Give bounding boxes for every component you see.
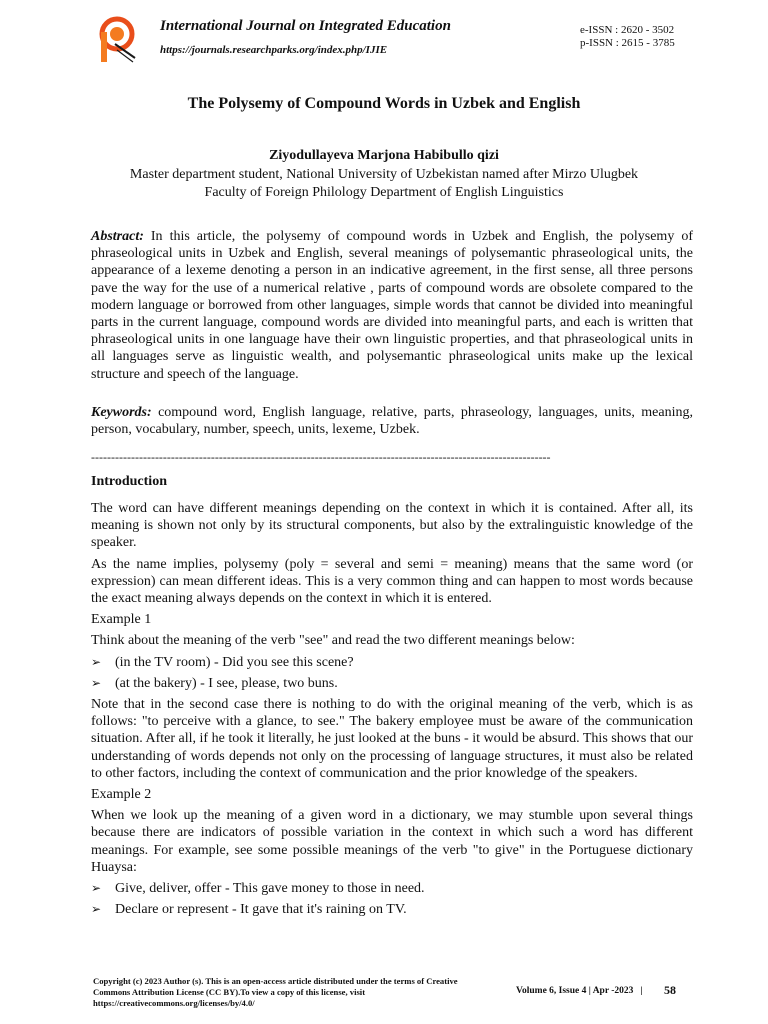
- abstract-label: Abstract:: [91, 229, 144, 244]
- author-department: Faculty of Foreign Philology Department of English Linguistics: [204, 185, 564, 200]
- section-heading-introduction: Introduction: [91, 474, 167, 489]
- footer-volume: [516, 986, 643, 996]
- journal-title: International Journal on Integrated Education: [160, 18, 451, 34]
- paragraph: As the name implies, polysemy (poly = several and semi = meaning) means that the same word (or expression) can mean different ideas. This is a very common thing and can happen to most words because the exact meaning always depends on the context in which it is entered.: [91, 556, 693, 607]
- footer-separator: |: [640, 986, 643, 996]
- pissn: p-ISSN : 2615 - 3785: [580, 37, 675, 49]
- paragraph: When we look up the meaning of a given word in a dictionary, we may stumble upon several things because there are indicators of possible variation in the context in which such a word has different meanings. For example, see some possible meanings of the verb "to give" in the Portuguese dictionary Huaysa:: [91, 808, 693, 875]
- keywords-text: compound word, English language, relative, parts, phraseology, languages, units, meaning, person, vocabulary, number, speech, units, lexeme, Uzbek.: [91, 405, 693, 438]
- list-item: [91, 901, 693, 918]
- list-item-text: Give, deliver, offer - This gave money to those in need.: [115, 881, 425, 897]
- author-name: Ziyodullayeva Marjona Habibullo qizi: [269, 148, 499, 163]
- paragraph: Note that in the second case there is nothing to do with the original meaning of the verb, which is as follows: "to perceive with a glance, to see." The bakery employee must be aware of the communication situation. After all, if he took it literally, he just looked at the buns - it would be absurd. This shows that our understanding of words depends not only on the processing of language structures, it must also be related to other factors, including the context of communication and the prior knowledge of the speakers.: [91, 697, 693, 781]
- arrow-bullet-icon: ➢: [91, 675, 102, 690]
- abstract-text: In this article, the polysemy of compound words in Uzbek and English, the polysemy of phraseological units in Uzbek and English, several meanings of polysemantic phraseological units, the appearance of a lexeme denoting a person in an indicative agreement, in the first sense, all three persons pave the way for the use of a numerical relative , parts of compound words are obsolete compared to the modern language or borrowed from other languages, simple words that cannot be divided into meaningful parts in the current language, compound words are divided into meaningful parts, and each is written that phraseological units in one language have their own linguistic properties, and that phraseological units in all languages serve as linguistic wealth, and polysemantic phraseological units make up the lexical structure and speech of the language.: [91, 229, 693, 382]
- list-item-text: (in the TV room) - Did you see this scene?: [115, 654, 354, 670]
- section-divider: -------------------------------------------------------------------------------------------------------------------: [91, 450, 551, 464]
- volume-issue: Volume 6, Issue 4 | Apr -2023: [516, 986, 634, 996]
- page-number: 58: [664, 983, 676, 997]
- introduction-body: [91, 500, 693, 922]
- author-affiliation: Master department student, National University of Uzbekistan named after Mirzo Ulugbek: [129, 167, 639, 182]
- issn-block: [580, 24, 675, 50]
- example-label: Example 2: [91, 787, 152, 803]
- arrow-bullet-icon: ➢: [91, 902, 102, 917]
- list-item: [91, 675, 693, 692]
- paragraph: Think about the meaning of the verb "see" and read the two different meanings below:: [91, 633, 575, 649]
- journal-url-link[interactable]: https://journals.researchparks.org/index.php/IJIE: [160, 44, 388, 56]
- list-item: [91, 880, 693, 897]
- keywords-label: Keywords:: [91, 405, 152, 420]
- list-item-text: Declare or represent - It gave that it's raining on TV.: [115, 902, 407, 918]
- list-item: [91, 654, 693, 671]
- arrow-bullet-icon: ➢: [91, 654, 102, 669]
- list-item-text: (at the bakery) - I see, please, two buns.: [115, 675, 338, 691]
- footer-copyright: Copyright (c) 2023 Author (s). This is an open-access article distributed under the terms of Creative Commons Attribution License (CC BY).To view a copy of this license, visit https://creativecommons.org/licenses/by/4.0/: [93, 976, 458, 1008]
- abstract: [91, 228, 693, 383]
- paper-title: The Polysemy of Compound Words in Uzbek and English: [187, 95, 581, 112]
- paragraph: The word can have different meanings depending on the context in which it is contained. After all, its meaning is shown not only by its structural components, but also by the extralinguistic knowledge of the speaker.: [91, 501, 693, 551]
- keywords: [91, 404, 693, 438]
- example-label: Example 1: [91, 612, 152, 628]
- journal-logo-icon: [95, 14, 141, 66]
- arrow-bullet-icon: ➢: [91, 881, 102, 896]
- eissn: e-ISSN : 2620 - 3502: [580, 24, 675, 36]
